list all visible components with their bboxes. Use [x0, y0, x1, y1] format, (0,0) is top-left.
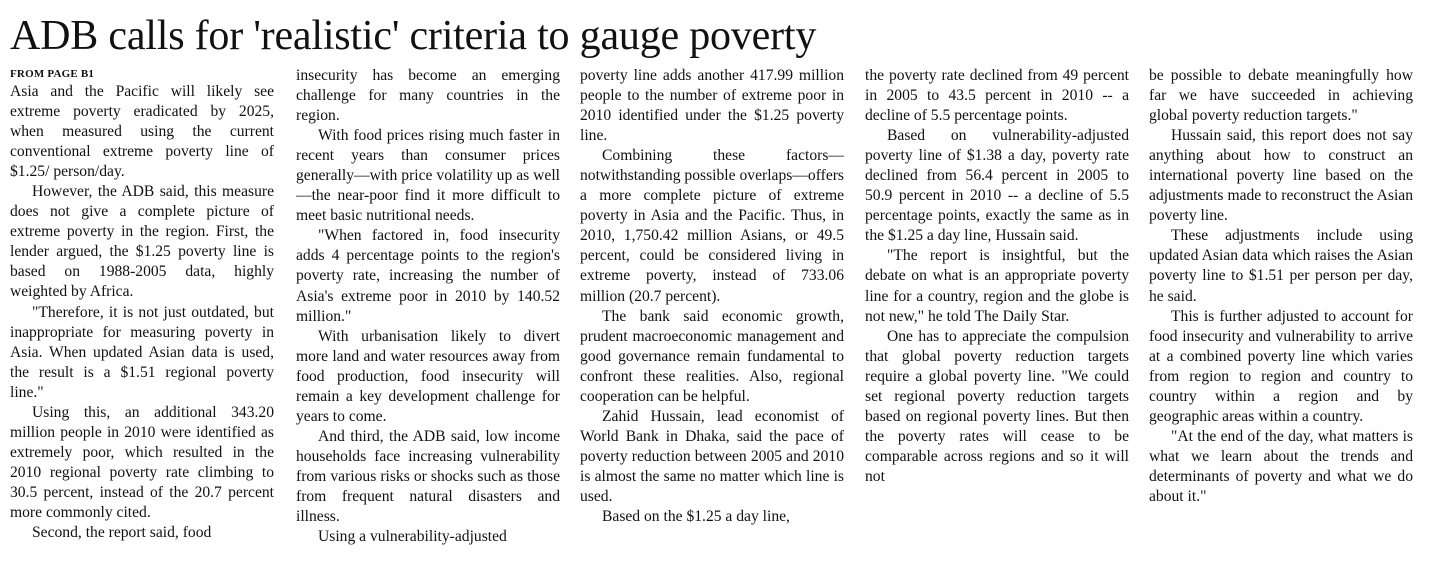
paragraph: "Therefore, it is not just outdated, but inappropriate for measuring poverty in Asia. When updated Asian data is used, the result is a $1.51 regional poverty line." — [10, 303, 274, 401]
paragraph: "At the end of the day, what matters is what we learn about the trends and determinants of poverty and what we do about it." — [1149, 427, 1413, 505]
article-column-5 — [1149, 66, 1413, 507]
headline: ADB calls for 'realistic' criteria to gauge poverty — [10, 13, 817, 59]
paragraph-continued: be possible to debate meaningfully how far we have succeeded in achieving global poverty reduction targets." — [1149, 67, 1413, 125]
paragraph-continued: poverty line adds another 417.99 million people to the number of extreme poor in 2010 identified under the $1.25 poverty line. — [580, 67, 844, 145]
paragraph: Hussain said, this report does not say anything about how to construct an international poverty line based on the adjustments made to reconstruct the Asian poverty line. — [1149, 127, 1413, 225]
paragraph: With food prices rising much faster in recent years than consumer prices generally—with price volatility up as well—the near-poor find it more difficult to meet basic nutritional needs. — [296, 127, 560, 225]
article-column-2 — [296, 66, 560, 547]
paragraph: Asia and the Pacific will likely see extreme poverty eradicated by 2025, when measured using the current conventional extreme poverty line of $1.25/ person/day. — [10, 83, 274, 181]
paragraph: This is further adjusted to account for food insecurity and vulnerability to arrive at a combined poverty line which varies from region to region and country to country within a region and by geographic areas within a country. — [1149, 307, 1413, 425]
paragraph: And third, the ADB said, low income households face increasing vulnerability from various risks or shocks such as those from frequent natural disasters and illness. — [296, 427, 560, 526]
article-column-3 — [580, 66, 844, 527]
paragraph: Based on vulnerability-adjusted poverty line of $1.38 a day, poverty rate declined from 56.4 percent in 2005 to 50.9 percent in 2010 -- a decline of 5.5 percentage points, exactly the same as in the $1.25 a day line, Hussain said. — [865, 127, 1129, 245]
paragraph-continued: insecurity has become an emerging challenge for many countries in the region. — [296, 67, 560, 125]
paragraph: The bank said economic growth, prudent macroeconomic management and good governance remain fundamental to confront these realities. Also, regional cooperation can be helpful. — [580, 307, 844, 405]
paragraph: Combining these factors—notwithstanding possible overlaps—offers a more complete picture of extreme poverty in Asia and the Pacific. Thus, in 2010, 1,750.42 million Asians, or 49.5 percent, could be considered living in extreme poverty, instead of 733.06 million (20.7 percent). — [580, 147, 844, 305]
paragraph-continued: the poverty rate declined from 49 percent in 2005 to 43.5 percent in 2010 -- a decline of 5.5 percentage points. — [865, 67, 1129, 125]
paragraph: With urbanisation likely to divert more land and water resources away from food production, food insecurity will remain a key development challenge for years to come. — [296, 327, 560, 425]
continuation-kicker: FROM PAGE B1 — [10, 68, 95, 80]
paragraph: "When factored in, food insecurity adds 4 percentage points to the region's poverty rate, increasing the number of Asia's extreme poor in 2010 by 140.52 million." — [296, 227, 560, 325]
article-column-4 — [865, 66, 1129, 487]
paragraph: However, the ADB said, this measure does not give a complete picture of extreme poverty in the region. First, the lender argued, the $1.25 poverty line is based on 1988-2005 data, highly weighted by Africa. — [10, 183, 274, 301]
article-column-1 — [10, 66, 274, 543]
paragraph: Using this, an additional 343.20 million people in 2010 were identified as extremely poor, which resulted in the 2010 regional poverty rate climbing to 30.5 percent, instead of the 20.7 percent more commonly cited. — [10, 403, 274, 521]
paragraph: Based on the $1.25 a day line, — [602, 508, 790, 526]
paragraph: One has to appreciate the compulsion that global poverty reduction targets require a global poverty line. "We could set regional poverty reduction targets based on regional poverty lines. But then the poverty rates will cease to be comparable across regions and so it will not — [865, 327, 1129, 485]
paragraph: Second, the report said, food — [32, 524, 212, 542]
paragraph: Zahid Hussain, lead economist of World Bank in Dhaka, said the pace of poverty reduction between 2005 and 2010 is almost the same no matter which line is used. — [580, 407, 844, 505]
paragraph: "The report is insightful, but the debate on what is an appropriate poverty line for a country, region and the globe is not new," he told The Daily Star. — [865, 247, 1129, 325]
paragraph: These adjustments include using updated Asian data which raises the Asian poverty line to $1.51 per person per day, he said. — [1149, 227, 1413, 305]
paragraph: Using a vulnerability-adjusted — [318, 528, 507, 546]
